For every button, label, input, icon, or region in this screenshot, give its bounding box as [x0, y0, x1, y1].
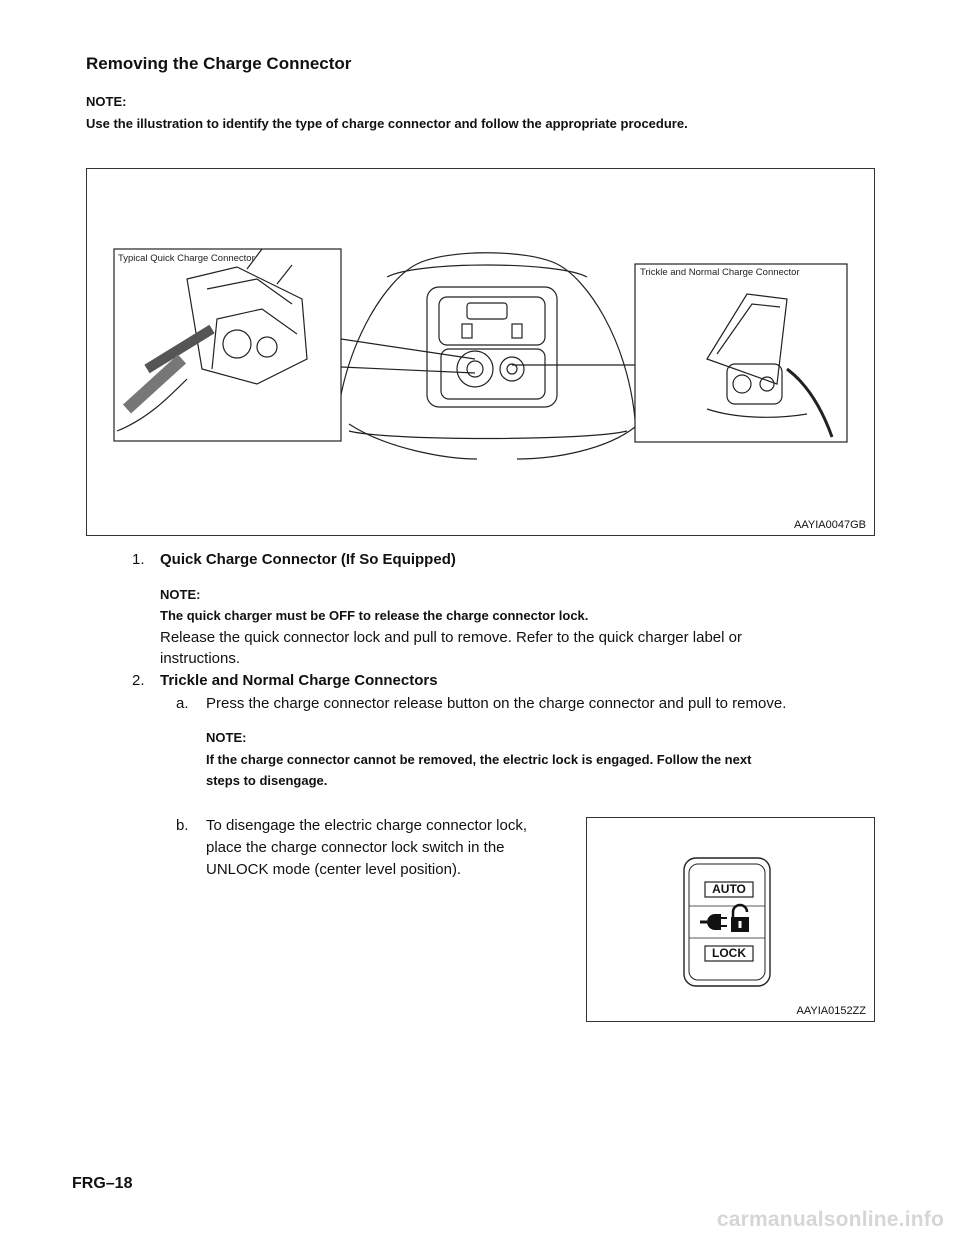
quick-charge-inset — [114, 249, 341, 441]
lock-switch-illustration — [587, 818, 874, 1021]
step1-title: Quick Charge Connector (If So Equipped) — [160, 551, 456, 568]
step2-b-line2: place the charge connector lock switch in the — [206, 839, 505, 856]
step1-body-line2: instructions. — [160, 650, 241, 667]
step2-number: 2. — [132, 672, 145, 689]
figure1-code: AAYIA0047GB — [794, 519, 866, 531]
page-heading: Removing the Charge Connector — [86, 54, 352, 73]
step1-body-line1: Release the quick connector lock and pull to remove. Refer to the quick charger label or — [160, 629, 742, 646]
step2-note-line2: steps to disengage. — [206, 773, 328, 788]
step1-number: 1. — [132, 551, 145, 568]
step2-b-line1: To disengage the electric charge connector lock, — [206, 817, 528, 834]
step2-a-text: Press the charge connector release button on the charge connector and pull to remove. — [206, 695, 787, 712]
top-note-label: NOTE: — [86, 94, 127, 109]
top-note-text: Use the illustration to identify the type of charge connector and follow the appropriate procedure. — [86, 116, 688, 131]
inset-left-label: Typical Quick Charge Connector — [118, 253, 255, 264]
charge-port-figure — [86, 168, 875, 536]
trickle-normal-inset — [635, 264, 847, 442]
switch-auto-label: AUTO — [712, 882, 746, 896]
step2-a-marker: a. — [176, 695, 189, 712]
lock-switch-figure — [586, 817, 875, 1022]
step1-note-label: NOTE: — [160, 587, 201, 602]
step2-note-label: NOTE: — [206, 730, 247, 745]
inset-right-label: Trickle and Normal Charge Connector — [640, 267, 800, 278]
figure2-code: AAYIA0152ZZ — [796, 1005, 866, 1017]
page-number: FRG–18 — [72, 1175, 133, 1192]
charge-port-illustration — [87, 169, 874, 535]
step2-title: Trickle and Normal Charge Connectors — [160, 672, 438, 689]
switch-lock-label: LOCK — [712, 946, 746, 960]
step2-b-marker: b. — [176, 817, 189, 834]
step2-b-line3: UNLOCK mode (center level position). — [206, 861, 462, 878]
step2-note-line1: If the charge connector cannot be removed, the electric lock is engaged. Follow the next — [206, 752, 752, 767]
watermark: carmanualsonline.info — [716, 1208, 944, 1231]
step1-note-text: The quick charger must be OFF to release the charge connector lock. — [160, 608, 589, 623]
